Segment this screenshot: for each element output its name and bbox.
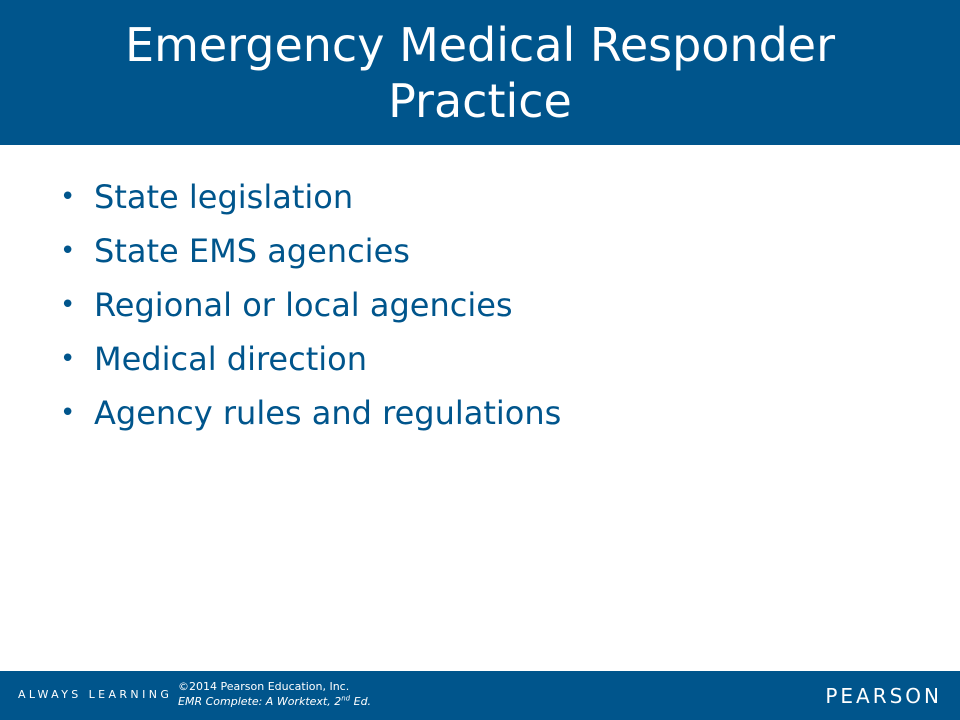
copyright-line: ©2014 Pearson Education, Inc. (178, 680, 350, 693)
bullet-item (58, 174, 561, 228)
bullet-item (58, 390, 561, 444)
bullet-text: Agency rules and regulations (94, 394, 562, 432)
book-title: EMR Complete: A Worktext (178, 695, 328, 708)
bullet-text: State legislation (94, 178, 354, 216)
bullet-item (58, 282, 561, 336)
edition-number: , 2 (327, 695, 342, 708)
bullet-text: Medical direction (94, 340, 367, 378)
copyright-notice (178, 679, 371, 709)
bullet-item (58, 336, 561, 390)
bullet-dot-icon: • (60, 182, 76, 212)
always-learning-tagline: ALWAYS LEARNING (18, 688, 173, 701)
title-bar (0, 0, 960, 145)
book-title-line (178, 694, 371, 709)
bullet-item (58, 228, 561, 282)
bullet-list (58, 174, 561, 444)
bullet-dot-icon: • (60, 236, 76, 266)
slide-title-line-2: Practice (388, 73, 572, 128)
bullet-dot-icon: • (60, 344, 76, 374)
bullet-text: State EMS agencies (94, 232, 410, 270)
edition-end: Ed. (350, 695, 372, 708)
bullet-text: Regional or local agencies (94, 286, 513, 324)
footer-bar (0, 671, 960, 720)
edition-suffix: nd (341, 694, 351, 703)
pearson-logo: PEARSON (825, 684, 942, 708)
bullet-dot-icon: • (60, 398, 76, 428)
bullet-dot-icon: • (60, 290, 76, 320)
slide-title (30, 17, 930, 129)
slide-title-line-1: Emergency Medical Responder (125, 17, 835, 72)
